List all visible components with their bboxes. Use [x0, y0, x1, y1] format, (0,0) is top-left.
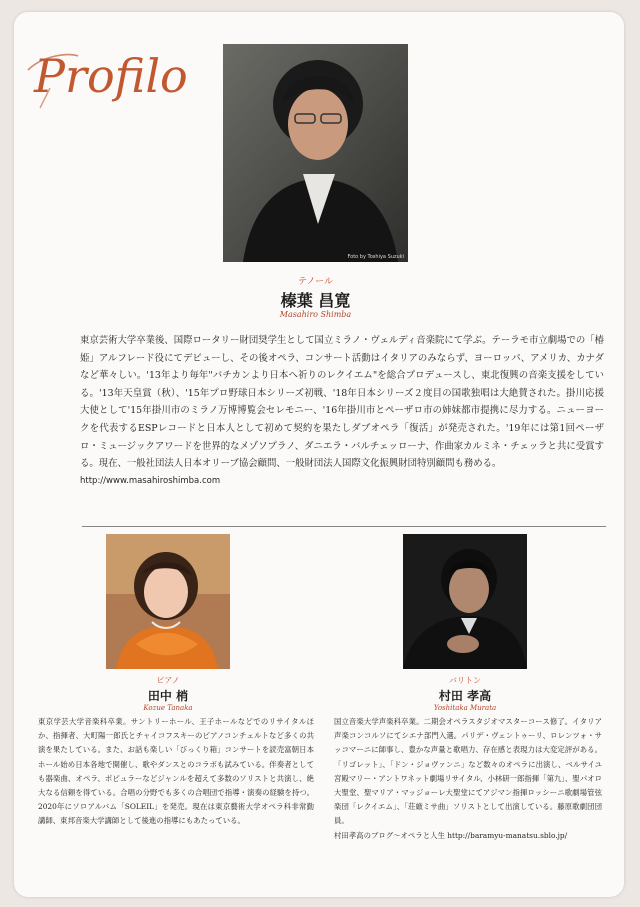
- left-bio: [38, 715, 314, 829]
- profilo-heading-text: Profilo: [34, 49, 188, 103]
- right-blog-link[interactable]: 村田孝高のブログ〜オペラと人生 http://baramyu-manatsu.sblo.jp/: [334, 830, 568, 840]
- section-divider: [82, 526, 606, 527]
- left-bio-text: 東京学芸大学音楽科卒業。サントリーホール、王子ホールなどでのリサイタルほか、指揮者、大町陽一郎氏とチャイコフスキーのピアノコンチェルトなど多くの共演を果たしている。また、お話も楽しい「びっくり箱」コンサートを読売富朝日本ホール始め日本各地で開催し、歌やダンスとのコラボも試みている。伴奏者としても器楽曲、オペラ、ポピュラーなどジャンルを超えて多数のソリストと共演し、絶大なる信頼を得ている。合唱の分野でも多くの合唱団で指導・演奏の経験を持つ。2020年にソロアルバム「SOLEIL」を発売。現在は東京藝術大学オペラ科非常勤講師、東邦音楽大学講師として後進の指導にもあたっている。: [38, 717, 314, 826]
- left-role: ピアノ: [156, 676, 180, 685]
- main-name-en: Masahiro Shimba: [279, 310, 352, 319]
- right-name-jp: 村田 孝高: [438, 689, 492, 703]
- main-url-link[interactable]: http://www.masahiroshimba.com: [80, 475, 221, 486]
- tanaka-portrait: [106, 534, 230, 669]
- right-bio: [334, 715, 602, 843]
- profilo-heading: [20, 26, 220, 112]
- murata-portrait: [403, 534, 527, 669]
- right-name-en: Yoshitaka Murata: [433, 704, 497, 712]
- left-name-jp: 田中 梢: [147, 689, 189, 703]
- main-role: テノール: [298, 277, 333, 287]
- left-name-en: Kozue Tanaka: [143, 704, 193, 712]
- photo-credit: Foto by Toshiya Suzuki: [347, 254, 404, 260]
- shimba-portrait: [223, 44, 408, 262]
- right-bio-text: 国立音楽大学声楽科卒業。二期会オペラスタジオマスターコース修了。イタリア声楽コンコルソにてシエナ部門入選。パリデ・ヴェントゥーリ、ロレンツォ・サッコマーニに師事し、豊かな声量と歌唱力、存在感と表現力は大変定評がある。「リゴレット」、「ドン・ジョヴァンニ」など数々のオペラに出演し、ベルサイユ宮殿マリー・アントワネット劇場リサイタル、小林研一郎指揮「第九」、聖パオロ大聖堂、聖マリア・マッジョーレ大聖堂にてアジマン指揮ロッシーニ歌劇場管弦楽団「レクイエム」、「荘厳ミサ曲」ソリストとして出演している。藤原歌劇団団員。: [334, 717, 602, 826]
- main-bio-text: 東京芸術大学卒業後、国際ロータリー財団奨学生として国立ミラノ・ヴェルディ音楽院にて学ぶ。テーラモ市立劇場での「椿姫」アルフレード役にてデビューし、その後オペラ、コンサート活動はイタリアのみならず、ヨーロッパ、アメリカ、カナダなど華々しい。'13年より毎年"バチカンより日本へ祈りのレクイエム"を総合プロデュースし、東北復興の音楽支援をしている。'13年天皇賞（秋）、'15年プロ野球日本シリーズ初戦、'18年日本シリーズ２度目の国歌独唱は大絶賛された。掛川応援大使として'15年掛川市のミラノ万博博覧会セレモニー、'16年掛川市とペーザロ市の姉妹都市提携に尽力する。ニューヨークを代表するESPレコードと日本人として初めて契約を果たしダブオペラ「復活」が発売された。'19年には第1回ペーザロ・ミュージックアワードを世界的なメゾソプラノ、ダニエラ・バルチェッローナ、作曲家カルミネ・チェッラと共に受賞する。現在、一般社団法人日本オリーブ協会顧問、一般財団法人国際文化振興財団特別顧問も務める。: [80, 335, 604, 470]
- program-page: [14, 12, 624, 897]
- right-role: バリトン: [449, 676, 481, 685]
- main-name-jp: 榛葉 昌寛: [280, 291, 351, 310]
- main-bio: [80, 332, 604, 490]
